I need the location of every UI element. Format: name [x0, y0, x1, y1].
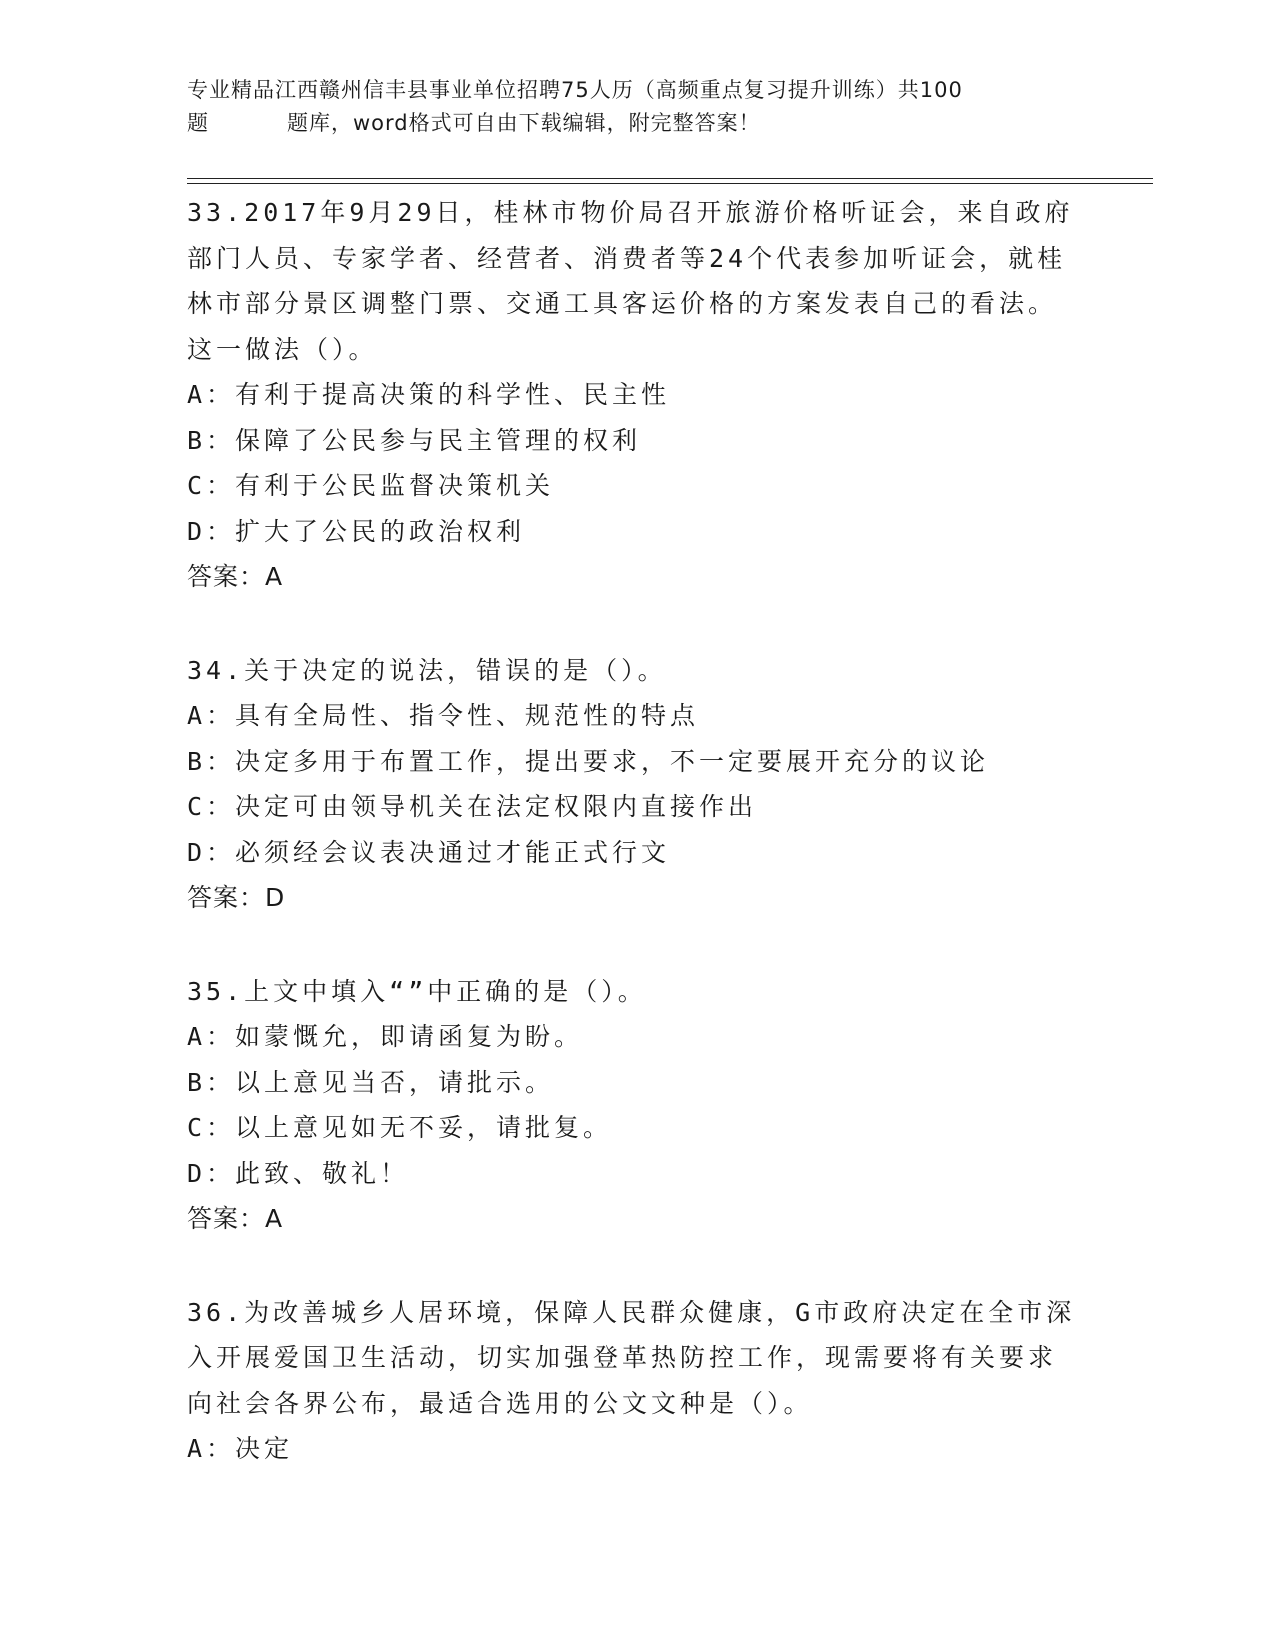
answer-label: 答案：A: [187, 562, 284, 591]
header-title-line1: 专业精品江西赣州信丰县事业单位招聘75人历（高频重点复习提升训练）共100: [187, 78, 963, 102]
question-stem: [187, 969, 1087, 1015]
option-c: C：有利于公民监督决策机关: [187, 471, 555, 500]
stem-line: 入开展爱国卫生活动，切实加强登革热防控工作，现需要将有关要求: [187, 1343, 1058, 1372]
option-a: A：有利于提高决策的科学性、民主性: [187, 380, 671, 409]
option-d: D：扩大了公民的政治权利: [187, 516, 526, 546]
stem-line: 33.2017年9月29日，桂林市物价局召开旅游价格听证会，来自政府: [187, 198, 1074, 227]
stem-line: 林市部分景区调整门票、交通工具客运价格的方案发表自己的看法。: [187, 289, 1058, 318]
question-33: [187, 190, 1087, 600]
question-35: [187, 969, 1087, 1242]
option-d: D：必须经会议表决通过才能正式行文: [187, 837, 671, 867]
question-stem: [187, 648, 1087, 694]
stem-line: 36.为改善城乡人居环境，保障人民群众健康，G市政府决定在全市深: [187, 1297, 1076, 1327]
option-b: B：以上意见当否，请批示。: [187, 1067, 555, 1097]
header-divider-top: [187, 178, 1153, 179]
stem-line: 部门人员、专家学者、经营者、消费者等24个代表参加听证会，就桂: [187, 243, 1067, 273]
header-title-line2-b: 题库，word格式可自由下载编辑，附完整答案！: [287, 111, 761, 135]
header-title-line2: [187, 107, 1067, 140]
option-a: A：如蒙慨允，即请函复为盼。: [187, 1022, 584, 1051]
page-header: [187, 74, 1067, 140]
option-d: D：此致、敬礼！: [187, 1158, 410, 1188]
header-divider-bottom: [187, 183, 1153, 184]
question-stem: [187, 190, 1087, 372]
stem-line: 34.关于决定的说法，错误的是（）。: [187, 655, 667, 685]
stem-line: 35.上文中填入“”中正确的是（）。: [187, 976, 647, 1006]
option-a: A：决定: [187, 1434, 294, 1463]
question-34: [187, 648, 1087, 921]
option-c: C：决定可由领导机关在法定权限内直接作出: [187, 792, 758, 821]
stem-line: 向社会各界公布，最适合选用的公文文种是（）。: [187, 1388, 813, 1418]
question-list: [187, 190, 1087, 1472]
header-title-line2-a: 题: [187, 111, 209, 135]
question-36: [187, 1290, 1087, 1472]
option-b: B：保障了公民参与民主管理的权利: [187, 425, 642, 455]
option-b: B：决定多用于布置工作，提出要求，不一定要展开充分的议论: [187, 746, 990, 776]
answer-label: 答案：A: [187, 1204, 284, 1233]
answer-label: 答案：D: [187, 883, 286, 912]
option-c: C：以上意见如无不妥，请批复。: [187, 1113, 613, 1142]
stem-line: 这一做法（）。: [187, 334, 378, 364]
question-stem: [187, 1290, 1087, 1427]
option-a: A：具有全局性、指令性、规范性的特点: [187, 701, 700, 730]
